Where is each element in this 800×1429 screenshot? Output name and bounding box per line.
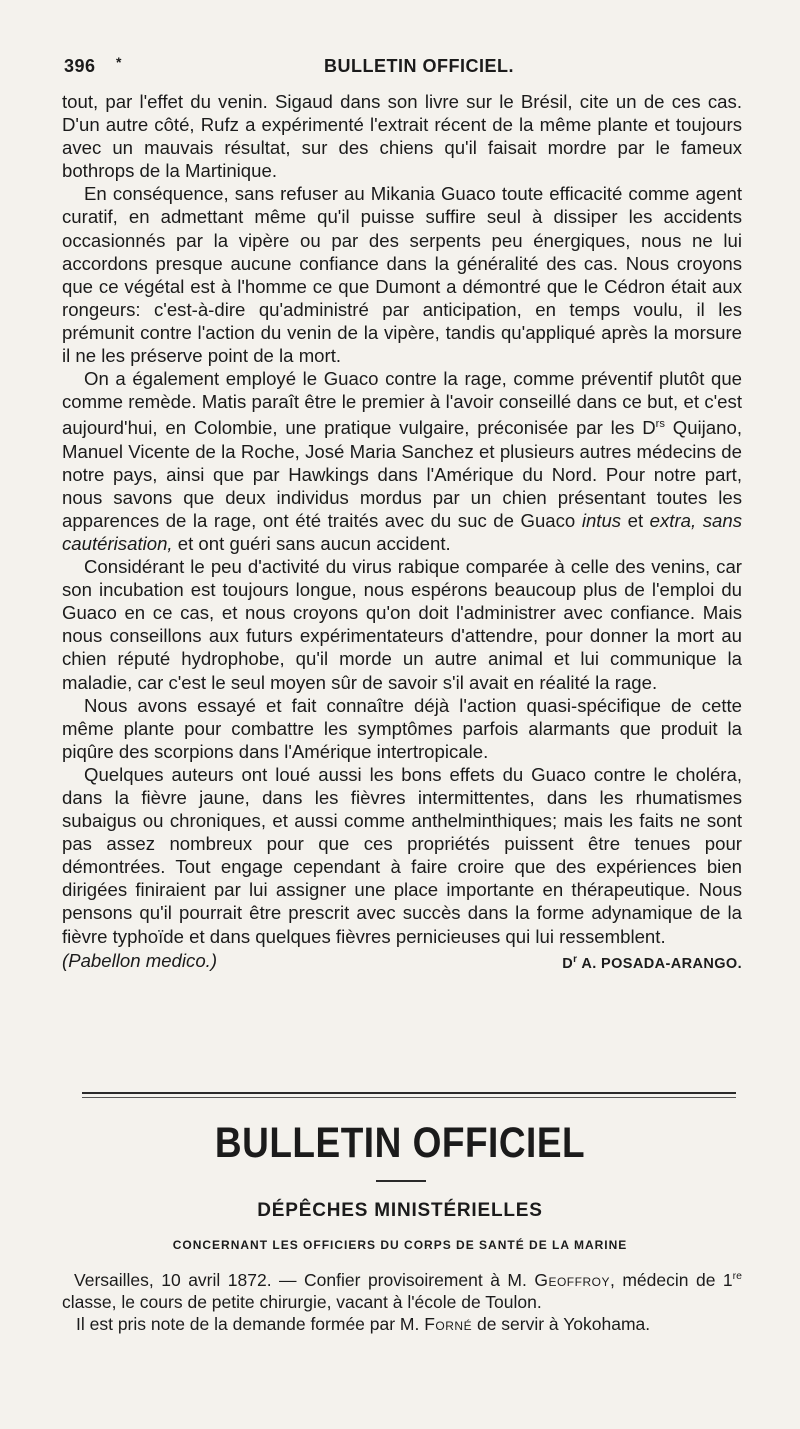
entry-1-name: Geoffroy <box>534 1269 610 1290</box>
signature-line <box>62 948 742 976</box>
entry-2-text-a: Il est pris note de la demande formée par M. <box>76 1313 425 1334</box>
source-citation: (Pabellon medico.) <box>62 950 218 972</box>
article-body <box>62 90 742 976</box>
paragraph-3-superscript: rs <box>655 418 665 431</box>
author-prefix: D <box>562 955 574 972</box>
section-title: BULLETIN OFFICIEL <box>214 1118 586 1166</box>
entry-1-text-a: Versailles, 10 avril 1872. — Confier provisoirement à M. <box>74 1269 535 1290</box>
paragraph-1: tout, par l'effet du venin. Sigaud dans son livre sur le Brésil, cite un de ces cas. D'un autre côté, Rufz a expérimenté l'extrait récent de la même plante et toujours avec un mauvais résultat, sur des chiens qu'il faisait mordre par le fameux bothrops de la Martinique. <box>62 91 742 182</box>
paragraph-3 <box>62 367 742 555</box>
header-star-mark: * <box>116 54 122 70</box>
paragraph-3-text-d: et ont guéri sans aucun accident. <box>172 532 451 554</box>
entry-1-text-b: , médecin de 1 <box>609 1269 733 1290</box>
author-signature <box>562 948 742 976</box>
entry-1-superscript: re <box>732 1270 742 1282</box>
paragraph-5: Nous avons essayé et fait connaître déjà l'action quasi-spécifique de cette même plante pour combattre les symptômes parfois alarmants que produit la piqûre des scorpions dans l'Amérique intertropicale. <box>62 694 742 762</box>
dispatch-entry-2 <box>62 1313 742 1335</box>
title-underline <box>376 1180 426 1182</box>
paragraph-3-text-c: et <box>621 509 650 531</box>
entry-2-name: Forné <box>424 1313 473 1334</box>
section-concerning: CONCERNANT LES OFFICIERS DU CORPS DE SANTÉ DE LA MARINE <box>172 1238 628 1252</box>
running-header <box>64 56 734 86</box>
paragraph-6: Quelques auteurs ont loué aussi les bons effets du Guaco contre le choléra, dans la fièvre jaune, dans les fièvres intermittentes, dans les rhumatismes subaigus ou chroniques, et aussi comme anthelminthiques; mais les faits ne sont pas assez nombreux pour que ces propriétés puissent être tenues pour démontrées. Tout engage cependant à faire croire que des expériences bien dirigées finiraient par lui assigner une place importante en thérapeutique. Nous pensons qu'il pourrait être prescrit avec succès dans la forme adynamique de la fièvre typhoïde et dans quelques fièvres pernicieuses qui lui ressemblent. <box>62 763 742 947</box>
entry-2-text-b: de servir à Yokohama. <box>472 1313 651 1334</box>
paragraph-3-text-b: Quijano, Manuel Vicente de la Roche, José Maria Sanchez et plusieurs autres médecins de notre pays, ainsi que par Hawkings dans l'Amérique du Nord. Pour notre part, nous savons que deux individus mordus par un chien présentant toutes les apparences de la rage, ont été traités avec du suc de Guaco <box>62 417 742 531</box>
paragraph-3-text-a: On a également employé le Guaco contre la rage, comme préventif plutôt que comme remède. Matis paraît être le premier à l'avoir conseillé dans ce but, et c'est aujourd'hui, en Colombie, une pratique vulgaire, préconisée par les D <box>62 368 742 439</box>
page-number: 396 <box>64 56 96 76</box>
author-superscript: r <box>573 953 578 965</box>
section-divider-thin <box>82 1097 736 1098</box>
section-divider-thick <box>82 1092 736 1094</box>
paragraph-3-italic-intus: intus <box>581 509 622 531</box>
paragraph-3-italic-extra: extra, sans cautérisation, <box>62 509 742 554</box>
paragraph-2: En conséquence, sans refuser au Mikania Guaco toute efficacité comme agent curatif, en admettant même qu'il puisse suffire seul à dissiper les accidents occasionnés par la vipère ou par des serpents peu énergiques, nous ne lui accordons presque aucune confiance dans la généralité des cas. Nous croyons que ce végétal est à l'homme ce que Dumont a démontré que le Cédron était aux rongeurs: c'est-à-dire qu'administré par anticipation, en temps voulu, il les prémunit contre l'action du venin de la vipère, tandis qu'appliqué après la morsure il ne les préserve point de la mort. <box>62 183 742 367</box>
dispatch-entries <box>62 1265 742 1335</box>
entry-1-text-c: classe, le cours de petite chirurgie, vacant à l'école de Toulon. <box>62 1291 542 1312</box>
running-title: BULLETIN OFFICIEL. <box>324 56 514 76</box>
dispatch-entry-1 <box>62 1265 742 1313</box>
author-name: A. POSADA-ARANGO. <box>577 955 742 972</box>
section-subtitle: DÉPÊCHES MINISTÉRIELLES <box>257 1200 543 1221</box>
paragraph-4: Considérant le peu d'activité du virus rabique comparée à celle des venins, car son incubation est toujours longue, nous espérons beaucoup plus de l'emploi du Guaco en ce cas, et nous croyons qu'on doit l'administrer avec confiance. Mais nous conseillons aux futurs expérimentateurs d'attendre, pour donner la mort au chien réputé hydrophobe, qu'il morde un autre animal et lui communique la maladie, car c'est le seul moyen sûr de savoir s'il avait en réalité la rage. <box>62 556 742 693</box>
